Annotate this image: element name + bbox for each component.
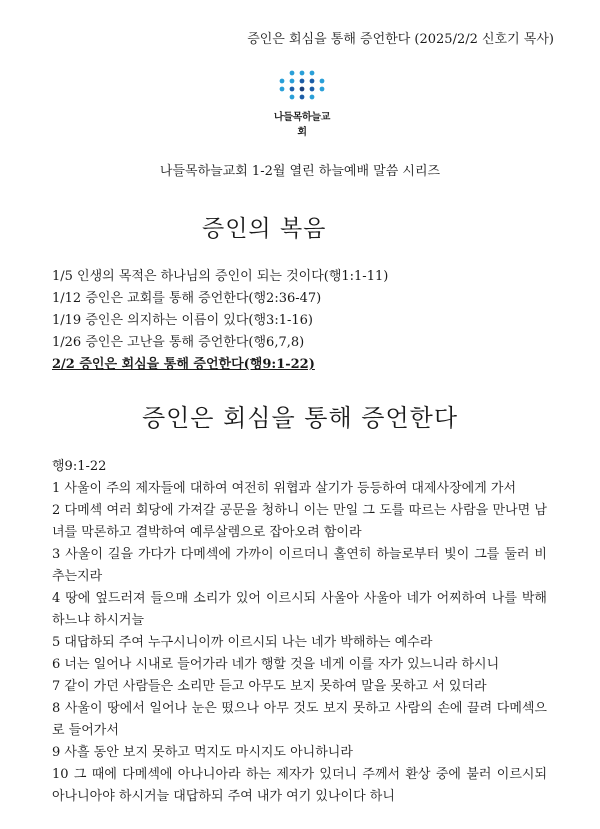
verse: 1 사울이 주의 제자들에 대하여 여전히 위협과 살기가 등등하여 대제사장에게 가서 [52,481,517,496]
verse: 4 땅에 엎드러져 들으매 소리가 있어 이르시되 사울아 사울아 네가 어찌하여 나를 박해하느냐 하시거늘 [52,591,547,628]
schedule-item: 1/12 증인은 교회를 통해 증언한다(행2:36-47) [52,291,322,306]
church-logo-mark [279,70,325,102]
passage-reference: 행9:1-22 [52,459,107,474]
verse: 10 그 때에 다메섹에 아나니아라 하는 제자가 있더니 주께서 환상 중에 불러 이르시되 아나니아야 하시거늘 대답하되 주여 내가 여기 있나이다 하니 [52,767,547,804]
schedule-item: 1/5 인생의 목적은 하나님의 증인이 되는 것이다(행1:1-11) [52,269,389,284]
series-subtitle: 나들목하늘교회 1-2월 열린 하늘예배 말씀 시리즈 [159,164,441,179]
schedule-item: 1/19 증인은 의지하는 이름이 있다(행3:1-16) [52,313,313,328]
verse: 3 사울이 길을 가다가 다메섹에 가까이 이르더니 홀연히 하늘로부터 빛이 그를 둘러 비추는지라 [52,547,547,584]
series-title: 증인의 복음 [202,216,327,242]
church-logo [271,70,333,138]
sermon-schedule-list [52,266,388,376]
verse: 8 사울이 땅에서 일어나 눈은 떴으나 아무 것도 보지 못하고 사람의 손에 끌려 다메섹으로 들어가서 [52,701,547,738]
schedule-item: 1/26 증인은 고난을 통해 증언한다(행6,7,8) [52,335,305,350]
verse: 9 사흘 동안 보지 못하고 먹지도 마시지도 아니하니라 [52,745,353,760]
header-note: 증인은 회심을 통해 증언한다 (2025/2/2 신호기 목사) [247,32,554,47]
logo-text: 나들목하늘교회 [273,112,331,138]
sermon-title: 증인은 회심을 통해 증언한다 [141,404,459,432]
verse: 6 너는 일어나 시내로 들어가라 네가 행할 것을 네게 이를 자가 있느니라 하시니 [52,657,500,672]
schedule-item-current: 2/2 증인은 회심을 통해 증언한다(행9:1-22) [52,357,315,372]
scripture-passage [52,456,547,808]
verse: 2 다메섹 여러 회당에 가져갈 공문을 청하니 이는 만일 그 도를 따르는 사람을 만나면 남녀를 막론하고 결박하여 예루살렘으로 잡아오려 함이라 [52,503,547,540]
verse: 7 같이 가던 사람들은 소리만 듣고 아무도 보지 못하여 말을 못하고 서 있더라 [52,679,487,694]
verse: 5 대답하되 주여 누구시니이까 이르시되 나는 네가 박해하는 예수라 [52,635,433,650]
